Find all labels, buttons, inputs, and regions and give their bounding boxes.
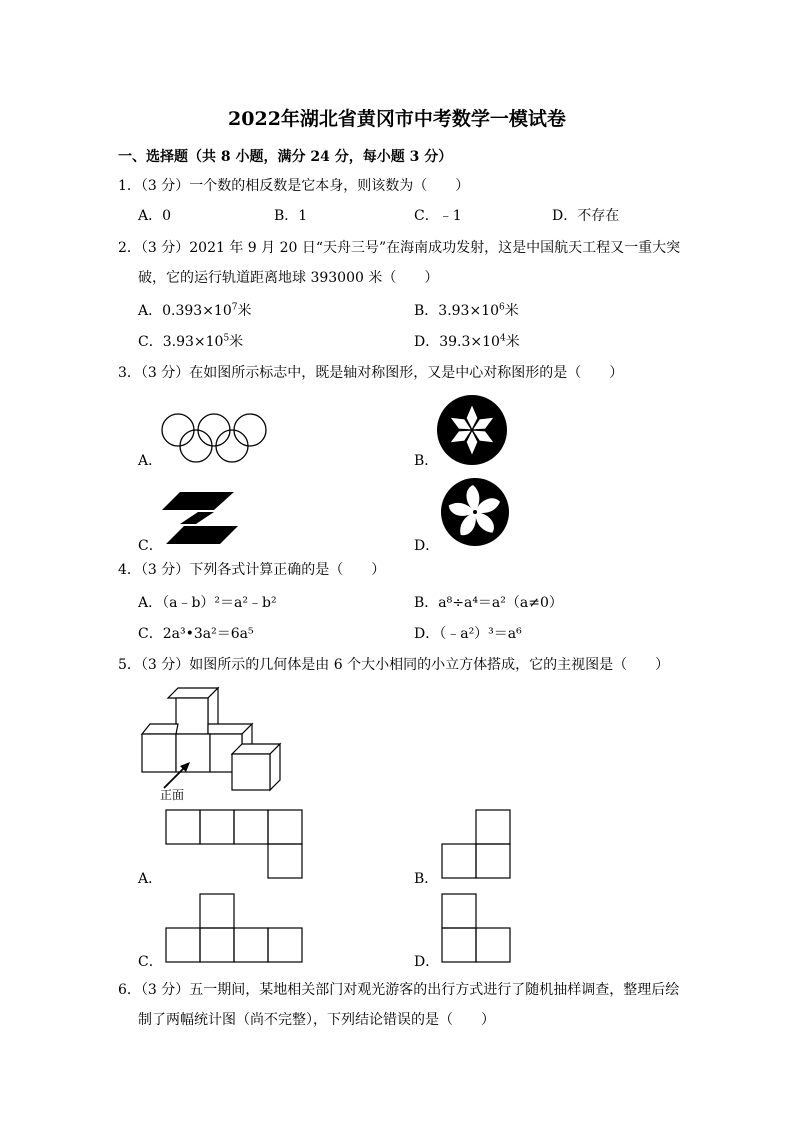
front-view-label: 正面	[160, 788, 185, 802]
question-6-stem-line1: 6．（3 分）五一期间，某地相关部门对观光游客的出行方式进行了随机抽样调查，整理后绘	[118, 982, 680, 998]
question-3-option-c: C．	[138, 538, 163, 554]
question-3-stem: 3．（3 分）在如图所示标志中，既是轴对称图形，又是中心对称图形的是（ ）	[118, 365, 624, 381]
question-3-option-a: A．	[138, 453, 163, 469]
question-2-stem-line1: 2．（3 分）2021 年 9 月 20 日“天舟三号”在海南成功发射，这是中国航天工程又一重大突	[118, 240, 681, 256]
question-1-stem: 1．（3 分）一个数的相反数是它本身，则该数为（ ）	[118, 178, 470, 194]
snowflake-emblem-icon	[436, 394, 508, 466]
cube-solid-figure	[140, 686, 300, 800]
question-4-option-a: A．（a﹣b）²＝a²﹣b²	[138, 595, 277, 611]
question-1-option-d: D．不存在	[552, 208, 620, 224]
bauhinia-flower-icon	[440, 477, 510, 547]
front-view-option-b-figure	[440, 808, 514, 882]
question-1-option-a: A．0	[138, 208, 172, 224]
section-heading: 一、选择题（共 8 小题，满分 24 分，每小题 3 分）	[118, 149, 453, 165]
question-5-option-c: C．	[138, 954, 163, 970]
s-logo-icon	[162, 492, 238, 544]
question-2-stem-line2: 破，它的运行轨道距离地球 393000 米（ ）	[138, 270, 439, 286]
question-2-option-b: B．$3.93\times 10^6$米	[414, 302, 519, 319]
front-view-option-d-figure	[440, 892, 514, 966]
question-1-option-b: B．1	[274, 208, 308, 224]
question-5-option-b: B．	[414, 871, 439, 887]
question-3-option-d: D．	[414, 538, 440, 554]
question-2-option-c: C．$3.93\times 10^5$米	[138, 333, 244, 350]
question-4-stem: 4．（3 分）下列各式计算正确的是（ ）	[118, 562, 386, 578]
question-4-option-c: C．2a³•3a²＝6a⁵	[138, 626, 254, 642]
question-2-option-a: A．$0.393\times 10^7$米	[138, 302, 252, 319]
page-title: 2022年湖北省黄冈市中考数学一模试卷	[228, 108, 566, 130]
question-5-stem: 5．（3 分）如图所示的几何体是由 6 个大小相同的小立方体搭成，它的主视图是（ ）	[118, 657, 670, 673]
question-1-option-c: C．﹣1	[414, 208, 462, 224]
question-6-stem-line2: 制了两幅统计图（尚不完整），下列结论错误的是（ ）	[138, 1012, 495, 1028]
front-view-option-c-figure	[164, 892, 306, 966]
question-4-option-d: D．（﹣a²）³＝a⁶	[414, 626, 522, 642]
question-2-option-d: D．$39.3\times 10^4$米	[414, 333, 520, 350]
question-3-option-b: B．	[414, 453, 439, 469]
olympic-rings-icon	[160, 412, 272, 464]
front-view-option-a-figure	[164, 808, 306, 882]
question-5-option-a: A．	[138, 871, 163, 887]
question-4-option-b: B．a⁸÷a⁴＝a²（a≠0）	[414, 595, 563, 611]
question-5-option-d: D．	[414, 954, 440, 970]
